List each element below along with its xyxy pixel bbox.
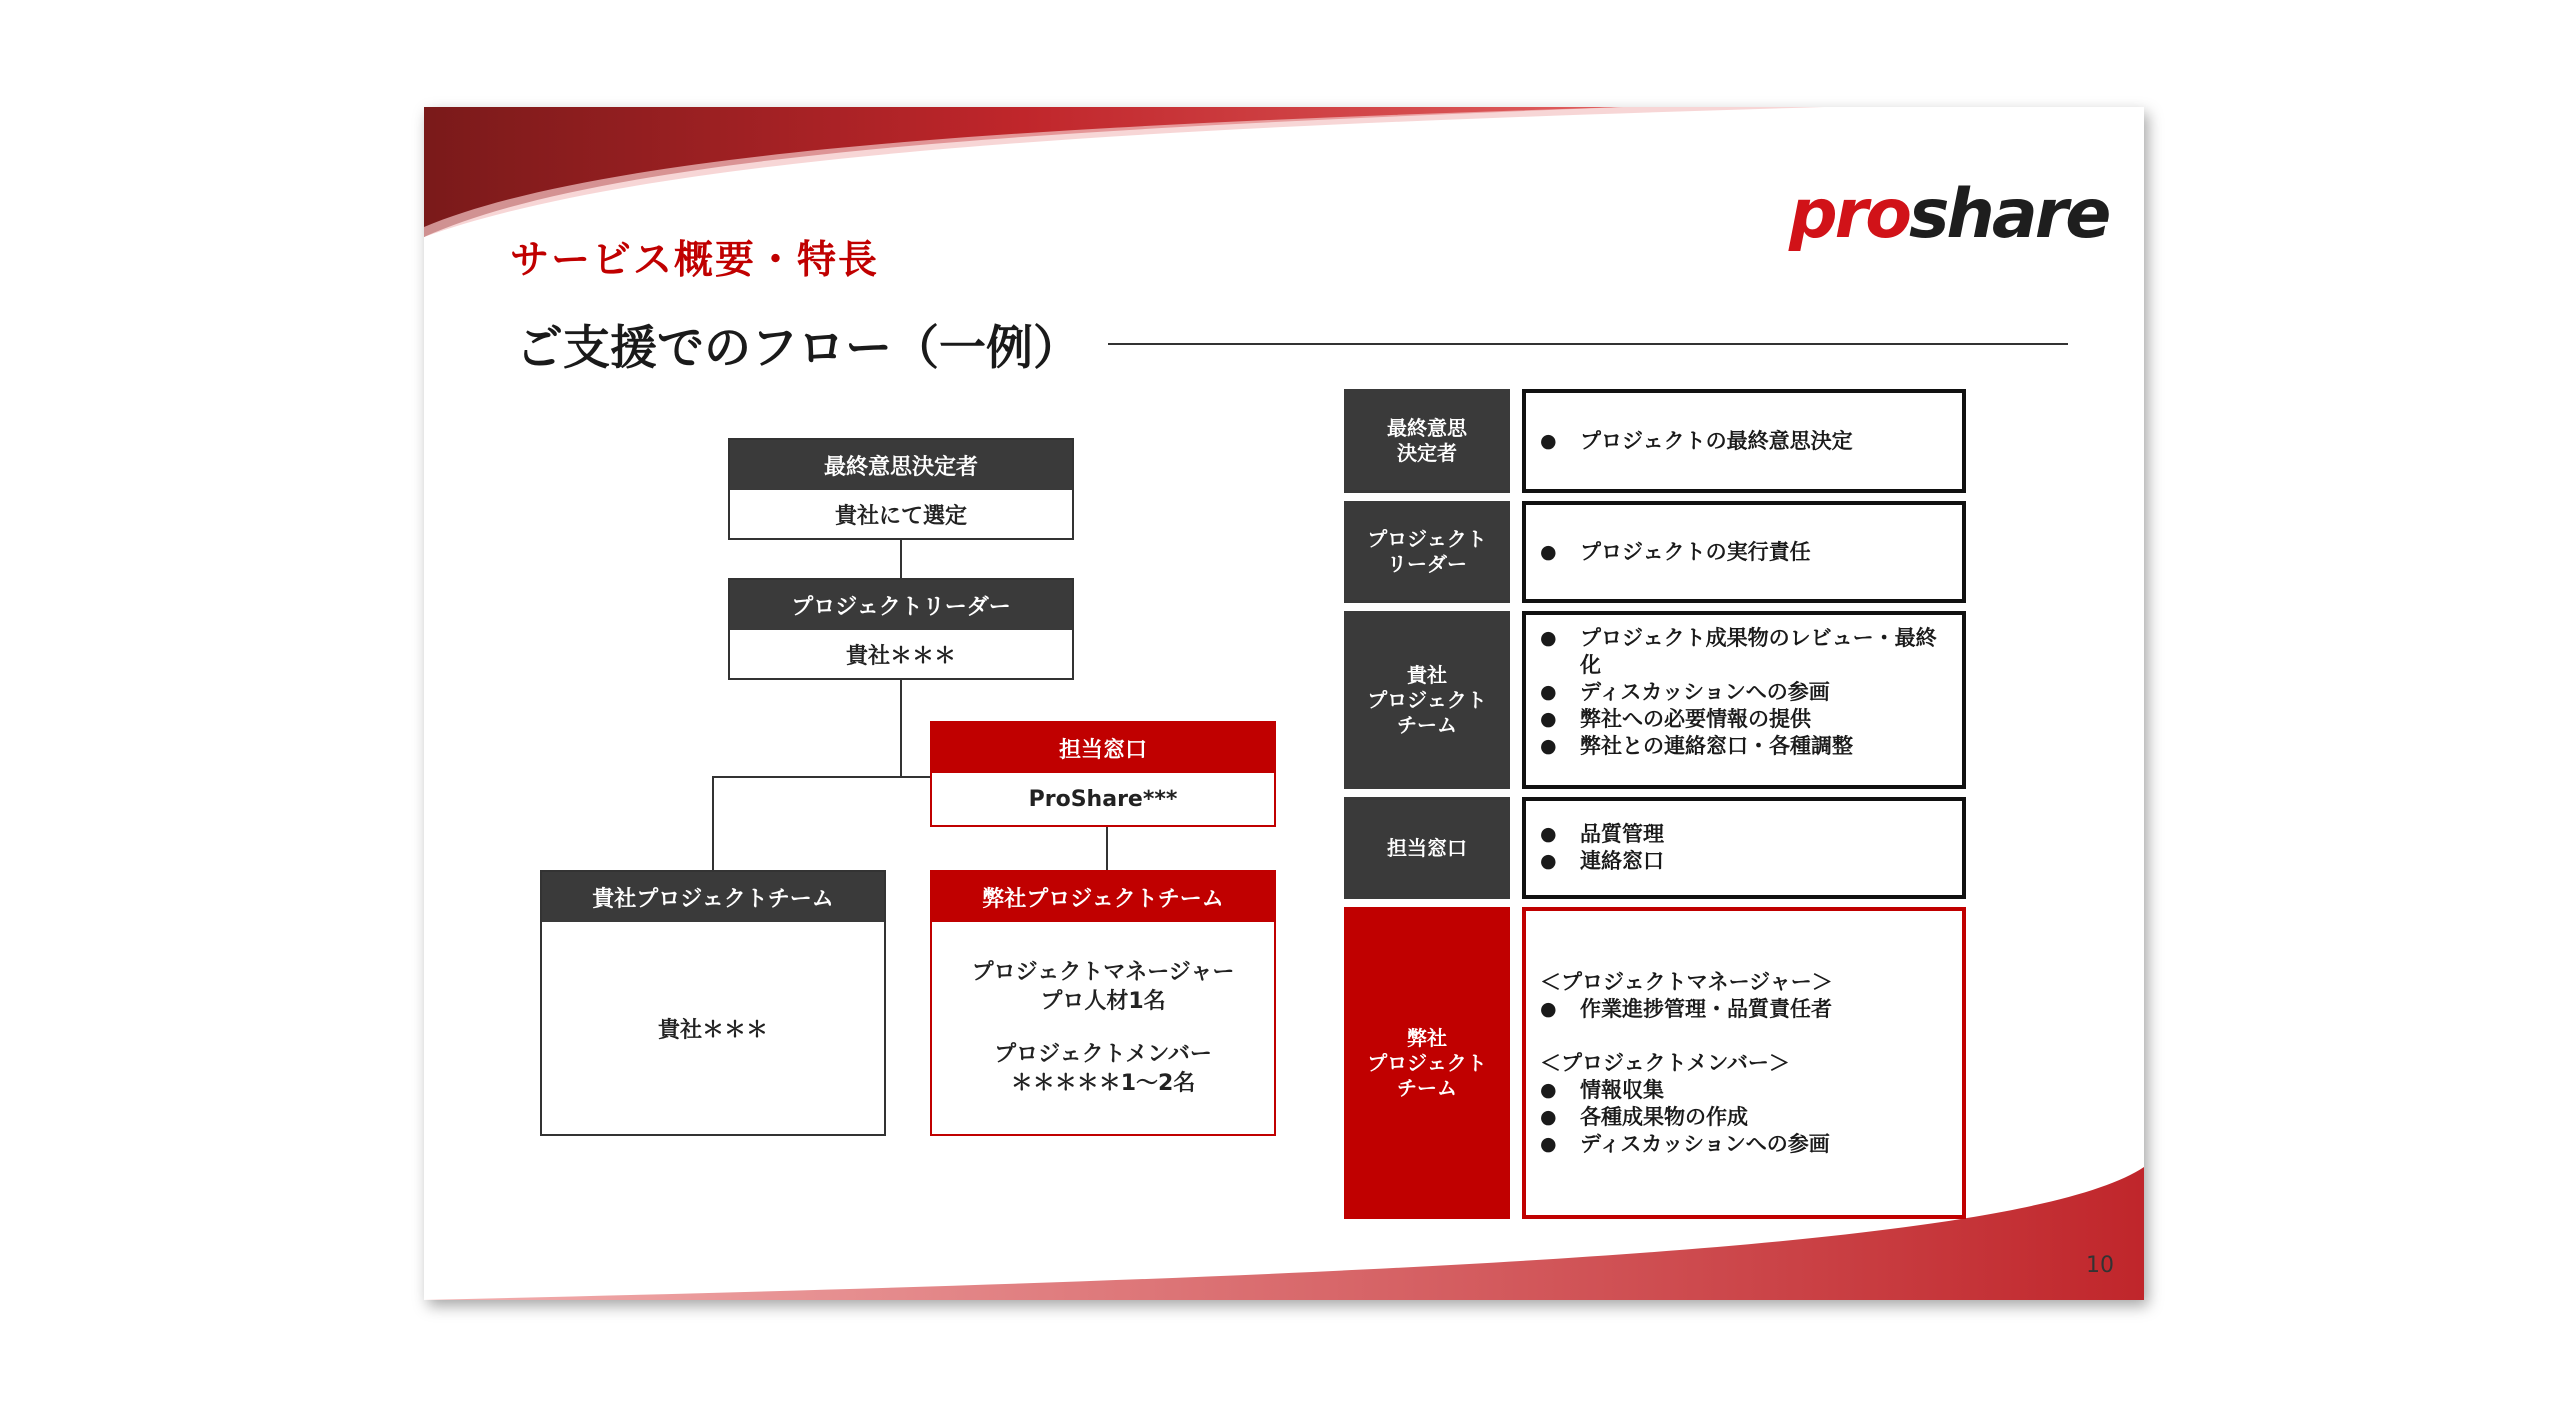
connector-line [900, 540, 902, 580]
page-number: 10 [2086, 1253, 2114, 1278]
page-heading: ご支援でのフロー（一例） [516, 321, 1080, 376]
our-team-member-detail: ＊＊＊＊＊1〜2名 [1010, 1071, 1196, 1096]
heading-rule [1108, 343, 2068, 345]
role-label-client-team: 貴社 プロジェクト チーム [1344, 611, 1510, 789]
list-item: ● 各種成果物の作成 [1540, 1104, 1948, 1131]
role-label-contact: 担当窓口 [1344, 797, 1510, 899]
list-item: ● ディスカッションへの参画 [1540, 1131, 1948, 1158]
contact-title: 担当窓口 [932, 723, 1274, 773]
role-label-our-team: 弊社 プロジェクト チーム [1344, 907, 1510, 1219]
role-desc-contact [1522, 797, 1966, 899]
proshare-logo: proshare [1789, 175, 2109, 254]
list-item: ● 作業進捗管理・品質責任者 [1540, 996, 1948, 1023]
role-desc-decision-maker [1522, 389, 1966, 493]
project-leader-value: 貴社＊＊＊ [730, 630, 1072, 678]
connector-line [712, 776, 714, 872]
role-desc-our-team [1522, 907, 1966, 1219]
our-team-pm-role: プロジェクトマネージャー [971, 960, 1235, 985]
list-item: ● プロジェクトの実行責任 [1540, 539, 1811, 566]
contact-value: ProShare*** [932, 773, 1274, 825]
decision-maker-box [728, 438, 1074, 540]
project-leader-title: プロジェクトリーダー [730, 580, 1072, 630]
role-desc-client-team [1522, 611, 1966, 789]
client-team-title: 貴社プロジェクトチーム [542, 872, 884, 922]
list-item: ● プロジェクトの最終意思決定 [1540, 428, 1853, 455]
list-item: ● 情報収集 [1540, 1077, 1948, 1104]
our-team-member-role: プロジェクトメンバー [994, 1042, 1212, 1067]
list-item: ● 品質管理 [1540, 821, 1664, 848]
list-item: ● 弊社との連絡窓口・各種調整 [1540, 733, 1948, 760]
list-item: ● ディスカッションへの参画 [1540, 679, 1948, 706]
our-team-pm-detail: プロ人材1名 [1040, 989, 1166, 1014]
section-title: サービス概要・特長 [510, 238, 880, 283]
connector-line [1106, 827, 1108, 872]
decision-maker-title: 最終意思決定者 [730, 440, 1072, 490]
slide [424, 107, 2144, 1300]
connector-line [900, 678, 902, 778]
client-team-box [540, 870, 886, 1136]
client-team-value: 貴社＊＊＊ [542, 922, 884, 1134]
our-team-pm-heading: ＜プロジェクトマネージャー＞ [1540, 969, 1833, 994]
role-desc-project-leader [1522, 501, 1966, 603]
role-label-project-leader: プロジェクト リーダー [1344, 501, 1510, 603]
our-team-member-heading: ＜プロジェクトメンバー＞ [1540, 1050, 1790, 1075]
list-item: ● 弊社への必要情報の提供 [1540, 706, 1948, 733]
our-team-title: 弊社プロジェクトチーム [932, 872, 1274, 922]
decision-maker-value: 貴社にて選定 [730, 490, 1072, 538]
list-item: ● プロジェクト成果物のレビュー・最終化 [1540, 625, 1948, 679]
contact-box [930, 721, 1276, 827]
list-item: ● 連絡窓口 [1540, 848, 1664, 875]
role-label-decision-maker: 最終意思 決定者 [1344, 389, 1510, 493]
project-leader-box [728, 578, 1074, 680]
our-team-box [930, 870, 1276, 1136]
